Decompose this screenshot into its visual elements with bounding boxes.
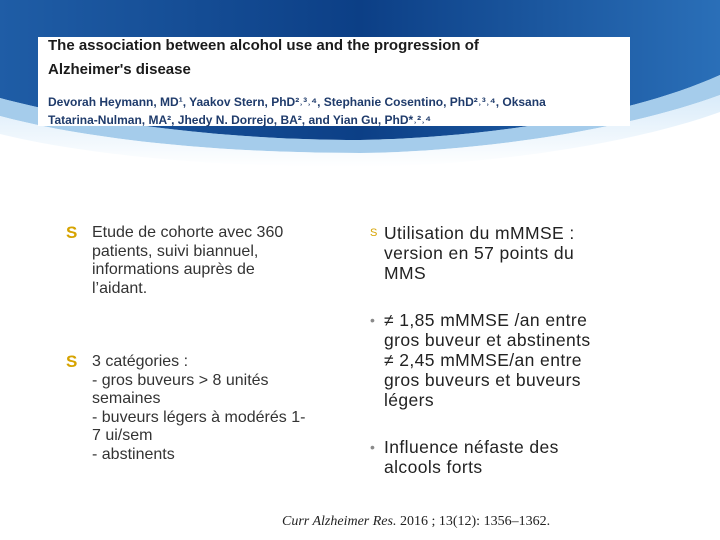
right-bullet-differences [370,310,670,410]
right-bullet-text: ≠ 1,85 mMMSE /an entre gros buveur et abstinents ≠ 2,45 mMMSE/an entre gros buveurs et buveurs légers [384,310,591,410]
article-title-line-2: Alzheimer's disease [48,61,191,78]
fleur-bullet-icon: S [370,227,378,239]
left-bullet-categories [66,353,356,464]
fleur-bullet-icon: S [66,223,78,242]
article-title-line-1: The association between alcohol use and the progression of [48,37,479,54]
left-bullet-text: 3 catégories : - gros buveurs > 8 unités semaines - buveurs légers à modérés 1- 7 ui/sem - abstinents [92,353,306,463]
dot-bullet-icon: • [370,312,375,328]
journal-name: Curr Alzheimer Res. [282,514,397,529]
article-header-image [38,37,630,126]
authors-line-1: Devorah Heymann, MD¹, Yaakov Stern, PhD²˒³˒⁴, Stephanie Cosentino, PhD²˒³˒⁴, Oksana [48,95,546,109]
right-bullet-mmmse [370,223,670,283]
left-bullet-text: Etude de cohorte avec 360 patients, suivi biannuel, informations auprès de l’aidant. [92,224,284,297]
left-bullet-cohort [66,224,346,298]
right-bullet-text: Influence néfaste des alcools forts [384,437,559,477]
journal-citation [282,514,550,530]
dot-bullet-icon: • [370,439,375,455]
right-bullet-text: Utilisation du mMMSE : version en 57 points du MMS [384,223,575,283]
fleur-bullet-icon: S [66,352,78,371]
authors-line-2: Tatarina-Nulman, MA², Jhedy N. Dorrejo, BA², and Yian Gu, PhD*˒²˒⁴ [48,113,432,127]
citation-details: 2016 ; 13(12): 1356–1362. [396,514,551,529]
right-bullet-spirits [370,437,670,477]
